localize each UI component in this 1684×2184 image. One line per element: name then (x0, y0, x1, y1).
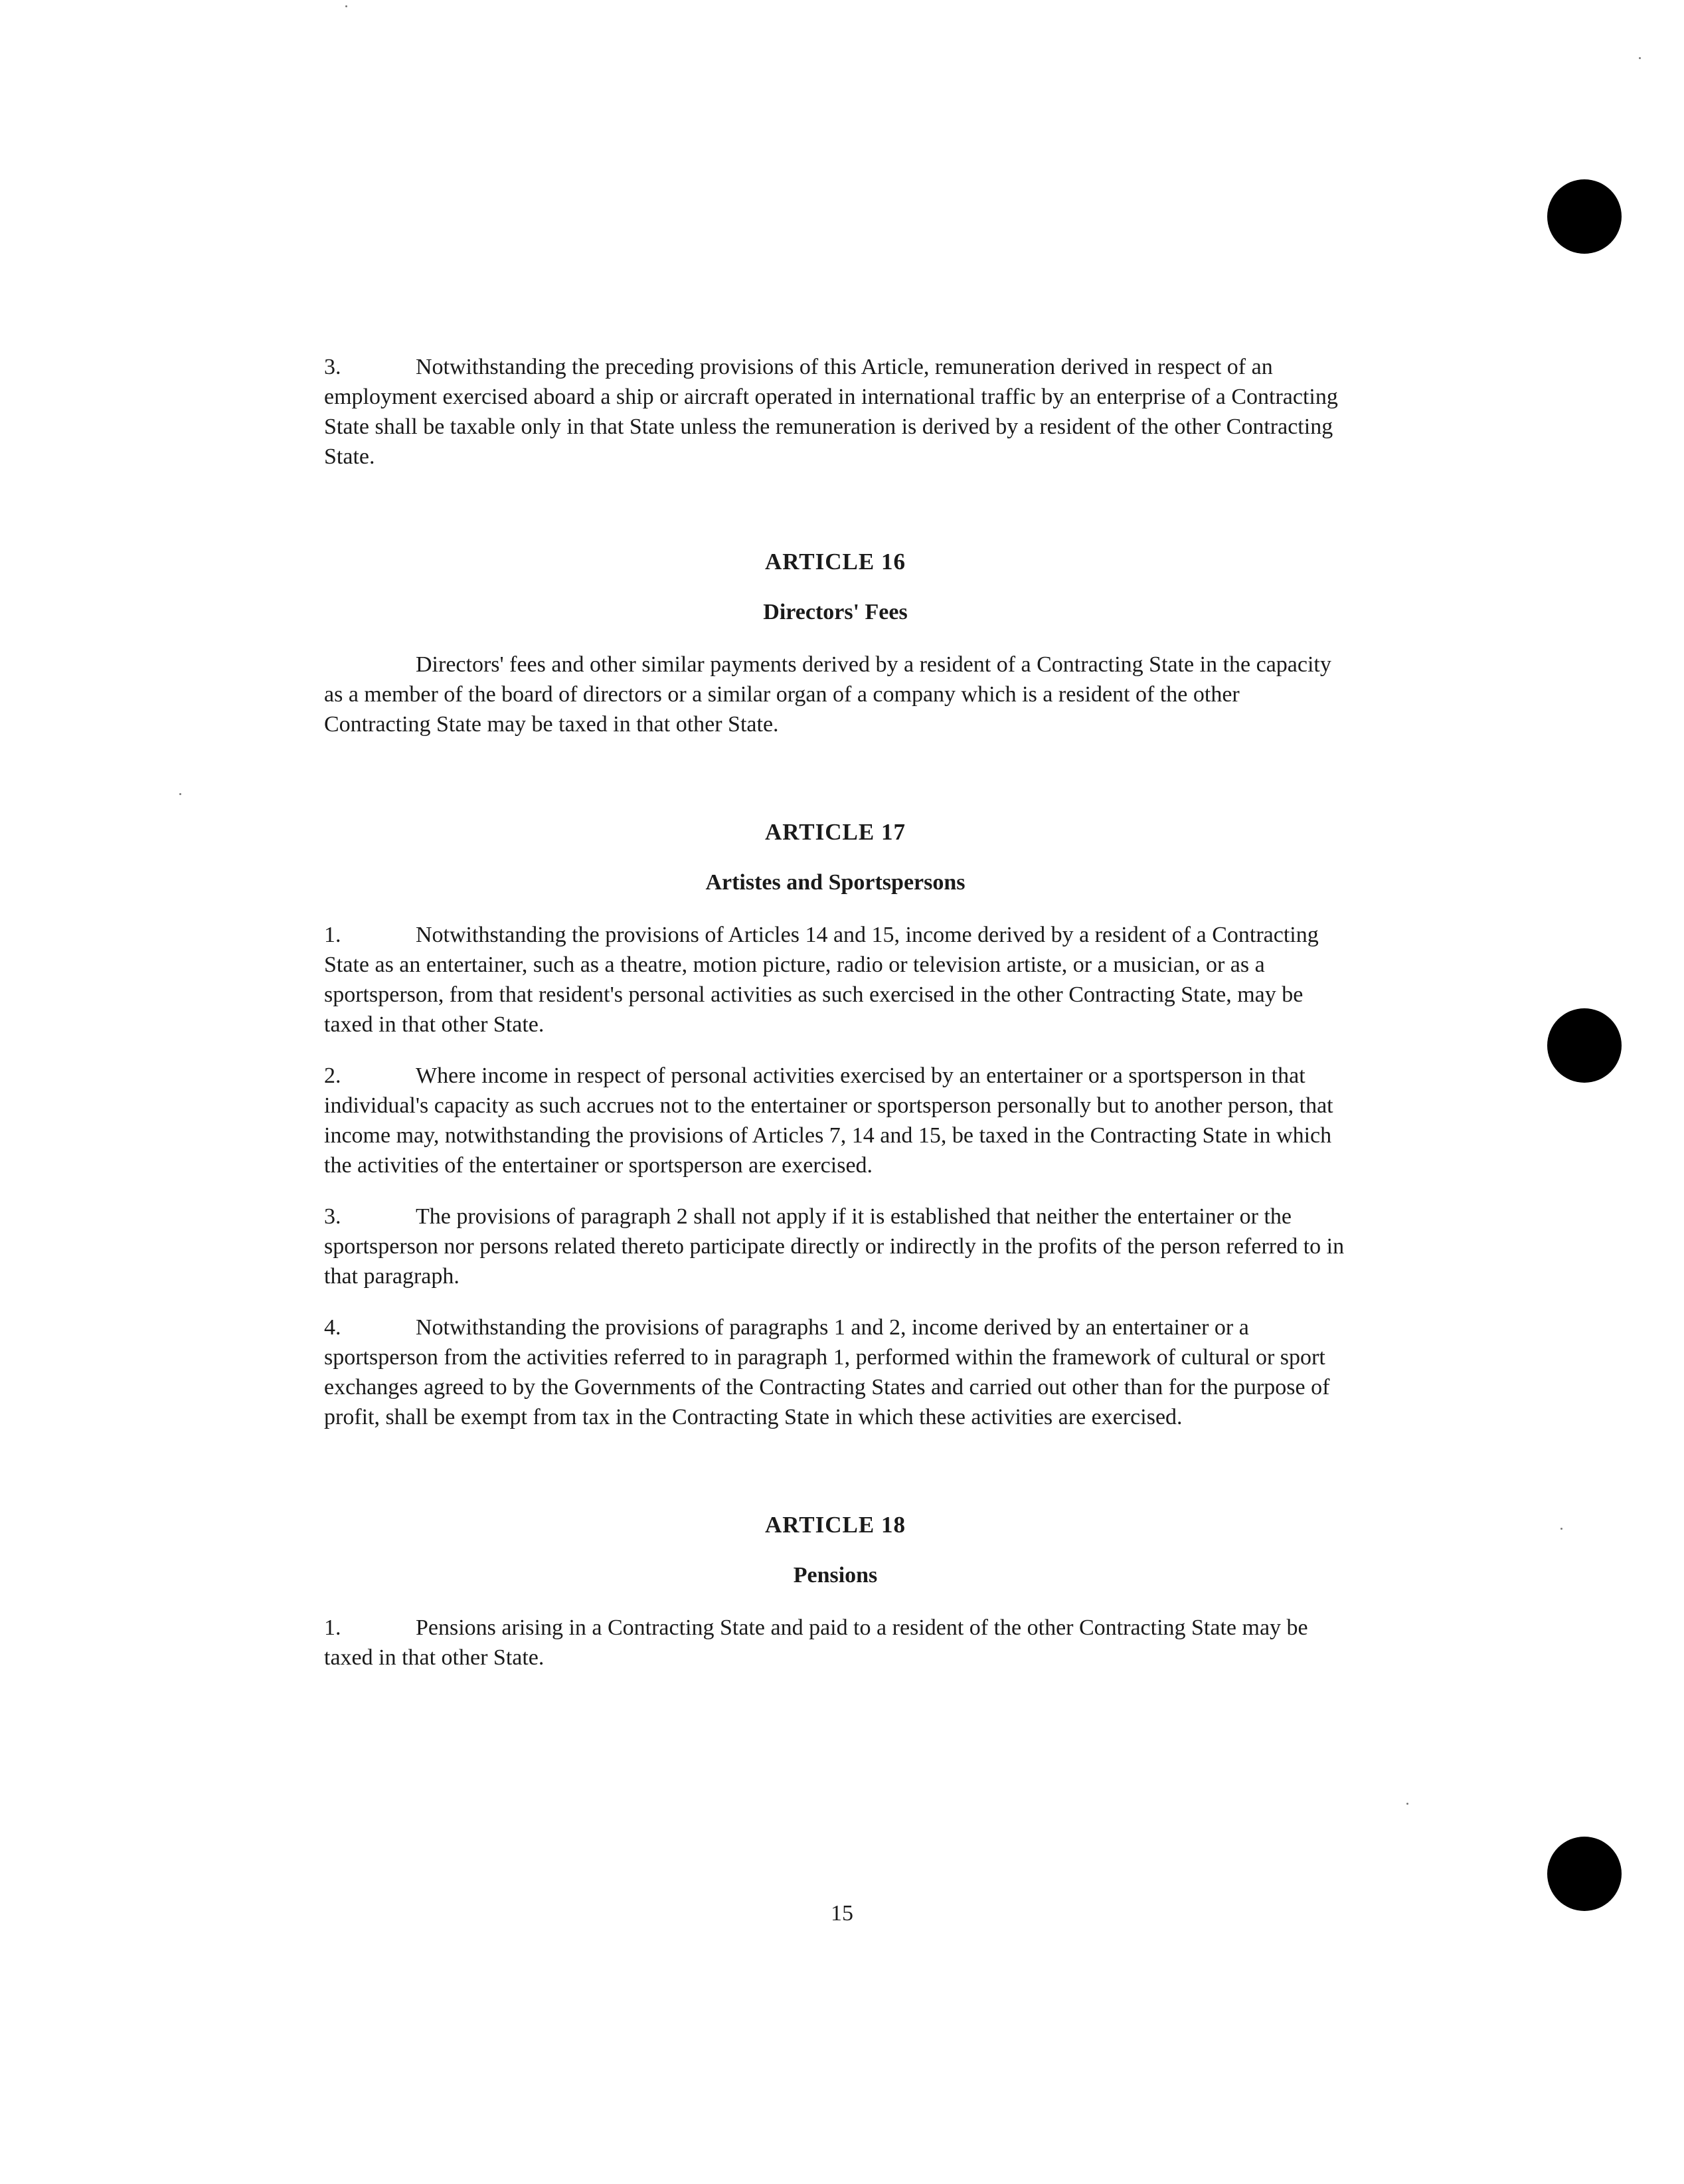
paragraph-text: Notwithstanding the provisions of Articles 14 and 15, income derived by a resident of a Contracting State as an entertainer, such as a theatre, motion picture, radio or television artiste, or a musician, or as a sportsperson, from that resident's personal activities as such exercised in the other Contracting State, may be taxed in that other State. (324, 923, 1319, 1037)
article-16-paragraph (324, 650, 1347, 739)
punch-hole-middle (1547, 1008, 1622, 1083)
article-17-paragraph-1 (324, 920, 1347, 1040)
article-16-heading: ARTICLE 16 (764, 549, 906, 575)
article-18-heading: ARTICLE 18 (764, 1512, 906, 1538)
punch-hole-top (1547, 179, 1622, 254)
article-18-paragraph-1 (324, 1613, 1347, 1673)
page-content (324, 352, 1347, 1673)
paragraph-number: 3. (324, 1204, 341, 1229)
paragraph-text: Where income in respect of personal activities exercised by an entertainer or a sportsperson in that individual's capacity as such accrues not to the entertainer or sportsperson personally but to another person, that income may, notwithstanding the provisions of Articles 7, 14 and 15, be taxed in the Contracting State in which the activities of the entertainer or sportsperson are exercised. (324, 1063, 1333, 1178)
article-16-title: Directors' Fees (763, 600, 908, 624)
article-17-paragraph-3 (324, 1202, 1347, 1291)
scan-speck (179, 793, 181, 795)
scan-speck (1639, 57, 1641, 59)
paragraph-number: 1. (324, 923, 341, 947)
article-18-title: Pensions (793, 1563, 878, 1588)
paragraph-text: Pensions arising in a Contracting State and paid to a resident of the other Contracting State may be taxed in that other State. (324, 1615, 1308, 1670)
article-17-heading: ARTICLE 17 (764, 819, 906, 845)
article-15-paragraph-3 (324, 352, 1347, 472)
punch-hole-bottom (1547, 1837, 1622, 1911)
paragraph-number: 3. (324, 355, 341, 379)
article-17-paragraph-2 (324, 1061, 1347, 1180)
page-number: 15 (831, 1901, 853, 1926)
paragraph-text: Notwithstanding the preceding provisions of this Article, remuneration derived in respect of an employment exercised aboard a ship or aircraft operated in international traffic by an enterprise of a Contracting State shall be taxable only in that State unless the remuneration is derived by a resident of the other Contracting State. (324, 355, 1338, 469)
paragraph-text: Notwithstanding the provisions of paragraphs 1 and 2, income derived by an entertainer or a sportsperson from the activities referred to in paragraph 1, performed within the framework of cultural or sport exchanges agreed to by the Governments of the Contracting States and carried out other than for the purpose of profit, shall be exempt from tax in the Contracting State in which these activities are exercised. (324, 1315, 1330, 1429)
paragraph-text: The provisions of paragraph 2 shall not apply if it is established that neither the entertainer or the sportsperson nor persons related thereto participate directly or indirectly in the profits of the person referred to in that paragraph. (324, 1204, 1345, 1289)
paragraph-number: 4. (324, 1315, 341, 1340)
scan-speck (1406, 1803, 1408, 1805)
article-17-title: Artistes and Sportspersons (705, 870, 966, 895)
scan-speck (1560, 1528, 1562, 1530)
paragraph-text: Directors' fees and other similar payments derived by a resident of a Contracting State in the capacity as a member of the board of directors or a similar organ of a company which is a resident of the other Contracting State may be taxed in that other State. (324, 652, 1331, 737)
paragraph-number: 1. (324, 1615, 341, 1640)
article-17-paragraph-4 (324, 1313, 1347, 1432)
scan-speck (345, 5, 347, 7)
paragraph-number: 2. (324, 1063, 341, 1088)
